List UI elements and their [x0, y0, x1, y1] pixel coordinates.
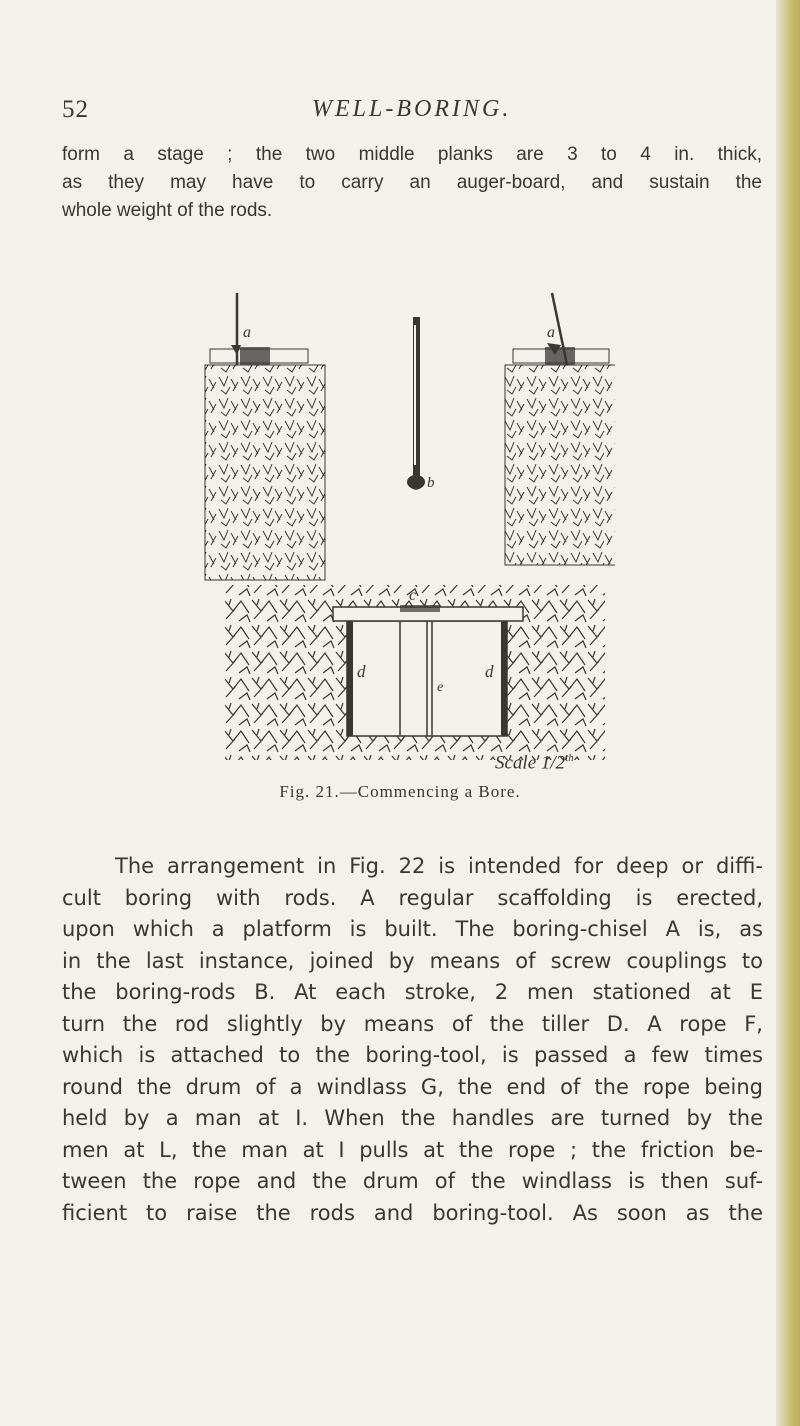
- scale-text: Scale 1/2: [495, 752, 566, 774]
- text-line: ficient to raise the rods and boring-tool. As soon as the: [62, 1200, 763, 1225]
- top-paragraph: [62, 141, 762, 225]
- text-line: The arrangement in Fig. 22 is intended for deep or diffi-: [115, 854, 763, 878]
- plank-d-left: [347, 621, 353, 736]
- text-line: whole weight of the rods.: [62, 200, 273, 221]
- label-e: e: [437, 680, 444, 695]
- bore-figure: [195, 285, 615, 775]
- main-paragraph: [62, 851, 763, 1229]
- label-a-left: a: [243, 324, 251, 341]
- scale-label: [495, 752, 574, 774]
- page-number: 52: [62, 96, 89, 123]
- text-line: in the last instance, joined by means of screw couplings to: [62, 948, 763, 973]
- right-upper-soil: [505, 365, 615, 565]
- text-line: men at L, the man at I pulls at the rope ; the friction be-: [62, 1137, 763, 1162]
- label-c: c: [409, 587, 417, 604]
- text-line: cult boring with rods. A regular scaffolding is erected,: [62, 885, 763, 910]
- text-line: round the drum of a windlass G, the end of the rope being: [62, 1074, 763, 1099]
- text-line: tween the rope and the drum of the windlass is then suf-: [62, 1169, 763, 1193]
- label-d-right: d: [485, 662, 494, 681]
- scale-suffix: th: [565, 752, 574, 764]
- text-line: which is attached to the boring-tool, is passed a few times: [62, 1043, 763, 1067]
- label-b: b: [427, 475, 435, 491]
- running-title: WELL-BORING.: [312, 96, 512, 122]
- label-a-right: a: [547, 324, 555, 341]
- page-edge: [776, 0, 800, 1426]
- text-line: upon which a platform is built. The boring-chisel A is, as: [62, 917, 763, 941]
- label-d-left: d: [357, 662, 366, 681]
- left-upper-soil: [205, 365, 325, 580]
- text-line: held by a man at I. When the handles are turned by the: [62, 1106, 763, 1130]
- text-line: turn the rod slightly by means of the tiller D. A rope F,: [62, 1011, 763, 1036]
- page-header: [62, 96, 762, 136]
- figure-caption: Fig. 21.—Commencing a Bore.: [279, 782, 521, 801]
- text-line: form a stage ; the two middle planks are 3 to 4 in. thick,: [62, 144, 762, 165]
- plank-d-right: [501, 621, 507, 736]
- text-line: the boring-rods B. At each stroke, 2 men stationed at E: [62, 980, 763, 1004]
- text-line: as they may have to carry an auger-board, and sustain the: [62, 172, 762, 193]
